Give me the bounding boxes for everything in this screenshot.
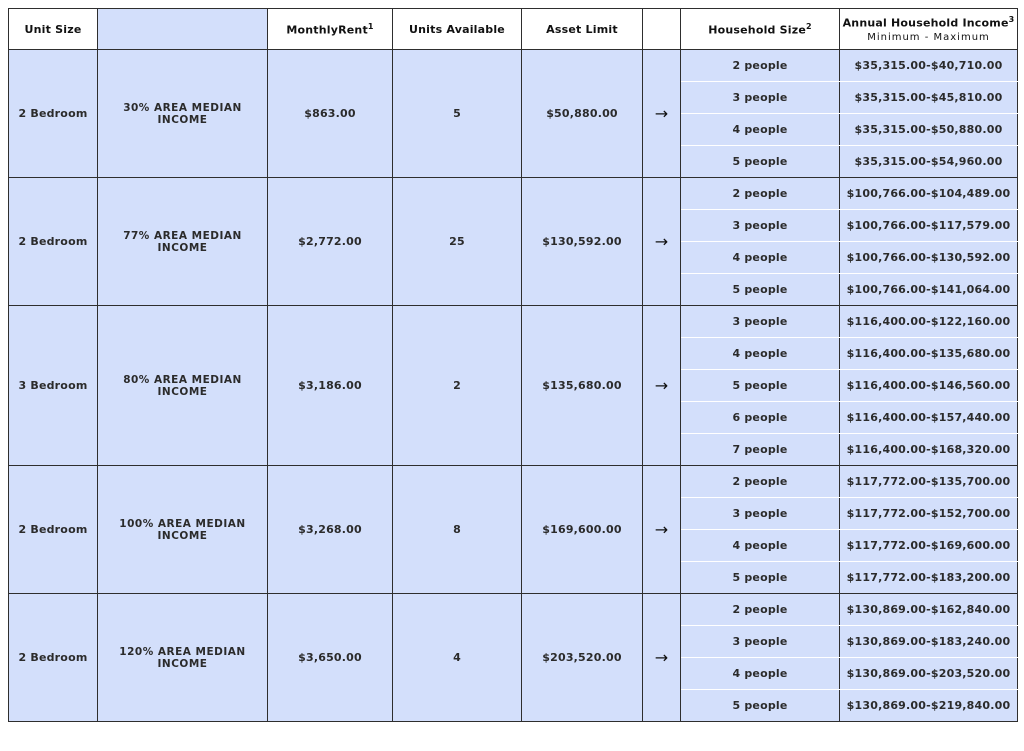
header-ami [98,9,268,50]
table-row [9,594,1018,626]
asset-limit-cell: $169,600.00 [522,466,643,594]
annual-income-cell: $130,869.00-$203,520.00 [840,658,1018,690]
header-annual-income [840,9,1018,50]
annual-income-cell: $100,766.00-$141,064.00 [840,274,1018,306]
annual-income-cell: $117,772.00-$135,700.00 [840,466,1018,498]
household-size-cell: 2 people [681,178,840,210]
annual-income-cell: $35,315.00-$45,810.00 [840,82,1018,114]
footnote-marker-2: 2 [806,21,812,31]
household-size-cell: 2 people [681,466,840,498]
ami-cell: 80% AREA MEDIAN INCOME [98,306,268,466]
header-annual-income-label: Annual Household Income [842,16,1009,30]
header-household-size-label: Household Size [708,23,807,37]
household-size-cell: 4 people [681,242,840,274]
household-size-cell: 3 people [681,626,840,658]
ami-cell: 30% AREA MEDIAN INCOME [98,50,268,178]
household-size-cell: 4 people [681,114,840,146]
annual-income-cell: $35,315.00-$40,710.00 [840,50,1018,82]
arrow-icon: → [643,466,681,594]
household-size-cell: 4 people [681,658,840,690]
unit-size-cell: 2 Bedroom [9,594,98,722]
household-size-cell: 2 people [681,50,840,82]
units-available-cell: 5 [393,50,522,178]
units-available-cell: 8 [393,466,522,594]
household-size-cell: 4 people [681,338,840,370]
header-monthly-rent-label: MonthlyRent [286,23,368,37]
monthly-rent-cell: $3,268.00 [268,466,393,594]
units-available-cell: 2 [393,306,522,466]
units-available-cell: 4 [393,594,522,722]
monthly-rent-cell: $2,772.00 [268,178,393,306]
header-asset-limit: Asset Limit [522,9,643,50]
annual-income-cell: $117,772.00-$183,200.00 [840,562,1018,594]
annual-income-cell: $130,869.00-$183,240.00 [840,626,1018,658]
income-limits-table [8,8,1018,722]
header-annual-income-sub: Minimum - Maximum [867,31,990,43]
header-row [9,9,1018,50]
header-monthly-rent [268,9,393,50]
annual-income-cell: $116,400.00-$135,680.00 [840,338,1018,370]
annual-income-cell: $100,766.00-$104,489.00 [840,178,1018,210]
household-size-cell: 3 people [681,210,840,242]
annual-income-cell: $130,869.00-$219,840.00 [840,690,1018,722]
household-size-cell: 7 people [681,434,840,466]
annual-income-cell: $117,772.00-$169,600.00 [840,530,1018,562]
household-size-cell: 3 people [681,306,840,338]
monthly-rent-cell: $863.00 [268,50,393,178]
header-arrow [643,9,681,50]
asset-limit-cell: $135,680.00 [522,306,643,466]
household-size-cell: 3 people [681,498,840,530]
table-row [9,178,1018,210]
arrow-icon: → [643,306,681,466]
household-size-cell: 5 people [681,690,840,722]
ami-cell: 77% AREA MEDIAN INCOME [98,178,268,306]
arrow-icon: → [643,178,681,306]
household-size-cell: 5 people [681,562,840,594]
monthly-rent-cell: $3,186.00 [268,306,393,466]
header-household-size [681,9,840,50]
monthly-rent-cell: $3,650.00 [268,594,393,722]
household-size-cell: 4 people [681,530,840,562]
annual-income-cell: $100,766.00-$130,592.00 [840,242,1018,274]
household-size-cell: 5 people [681,146,840,178]
header-unit-size: Unit Size [9,9,98,50]
footnote-marker-3: 3 [1008,15,1015,25]
arrow-icon: → [643,50,681,178]
footnote-marker-1: 1 [367,21,374,31]
annual-income-cell: $116,400.00-$122,160.00 [840,306,1018,338]
ami-cell: 100% AREA MEDIAN INCOME [98,466,268,594]
unit-size-cell: 2 Bedroom [9,466,98,594]
household-size-cell: 2 people [681,594,840,626]
household-size-cell: 3 people [681,82,840,114]
table-row [9,50,1018,82]
table-row [9,466,1018,498]
annual-income-cell: $117,772.00-$152,700.00 [840,498,1018,530]
unit-size-cell: 2 Bedroom [9,50,98,178]
header-units-available: Units Available [393,9,522,50]
annual-income-cell: $130,869.00-$162,840.00 [840,594,1018,626]
unit-size-cell: 3 Bedroom [9,306,98,466]
annual-income-cell: $35,315.00-$50,880.00 [840,114,1018,146]
household-size-cell: 5 people [681,370,840,402]
asset-limit-cell: $130,592.00 [522,178,643,306]
annual-income-cell: $116,400.00-$157,440.00 [840,402,1018,434]
units-available-cell: 25 [393,178,522,306]
annual-income-cell: $116,400.00-$168,320.00 [840,434,1018,466]
unit-size-cell: 2 Bedroom [9,178,98,306]
annual-income-cell: $100,766.00-$117,579.00 [840,210,1018,242]
arrow-icon: → [643,594,681,722]
household-size-cell: 5 people [681,274,840,306]
asset-limit-cell: $50,880.00 [522,50,643,178]
annual-income-cell: $116,400.00-$146,560.00 [840,370,1018,402]
annual-income-cell: $35,315.00-$54,960.00 [840,146,1018,178]
table-body [9,50,1018,722]
table-row [9,306,1018,338]
ami-cell: 120% AREA MEDIAN INCOME [98,594,268,722]
asset-limit-cell: $203,520.00 [522,594,643,722]
household-size-cell: 6 people [681,402,840,434]
